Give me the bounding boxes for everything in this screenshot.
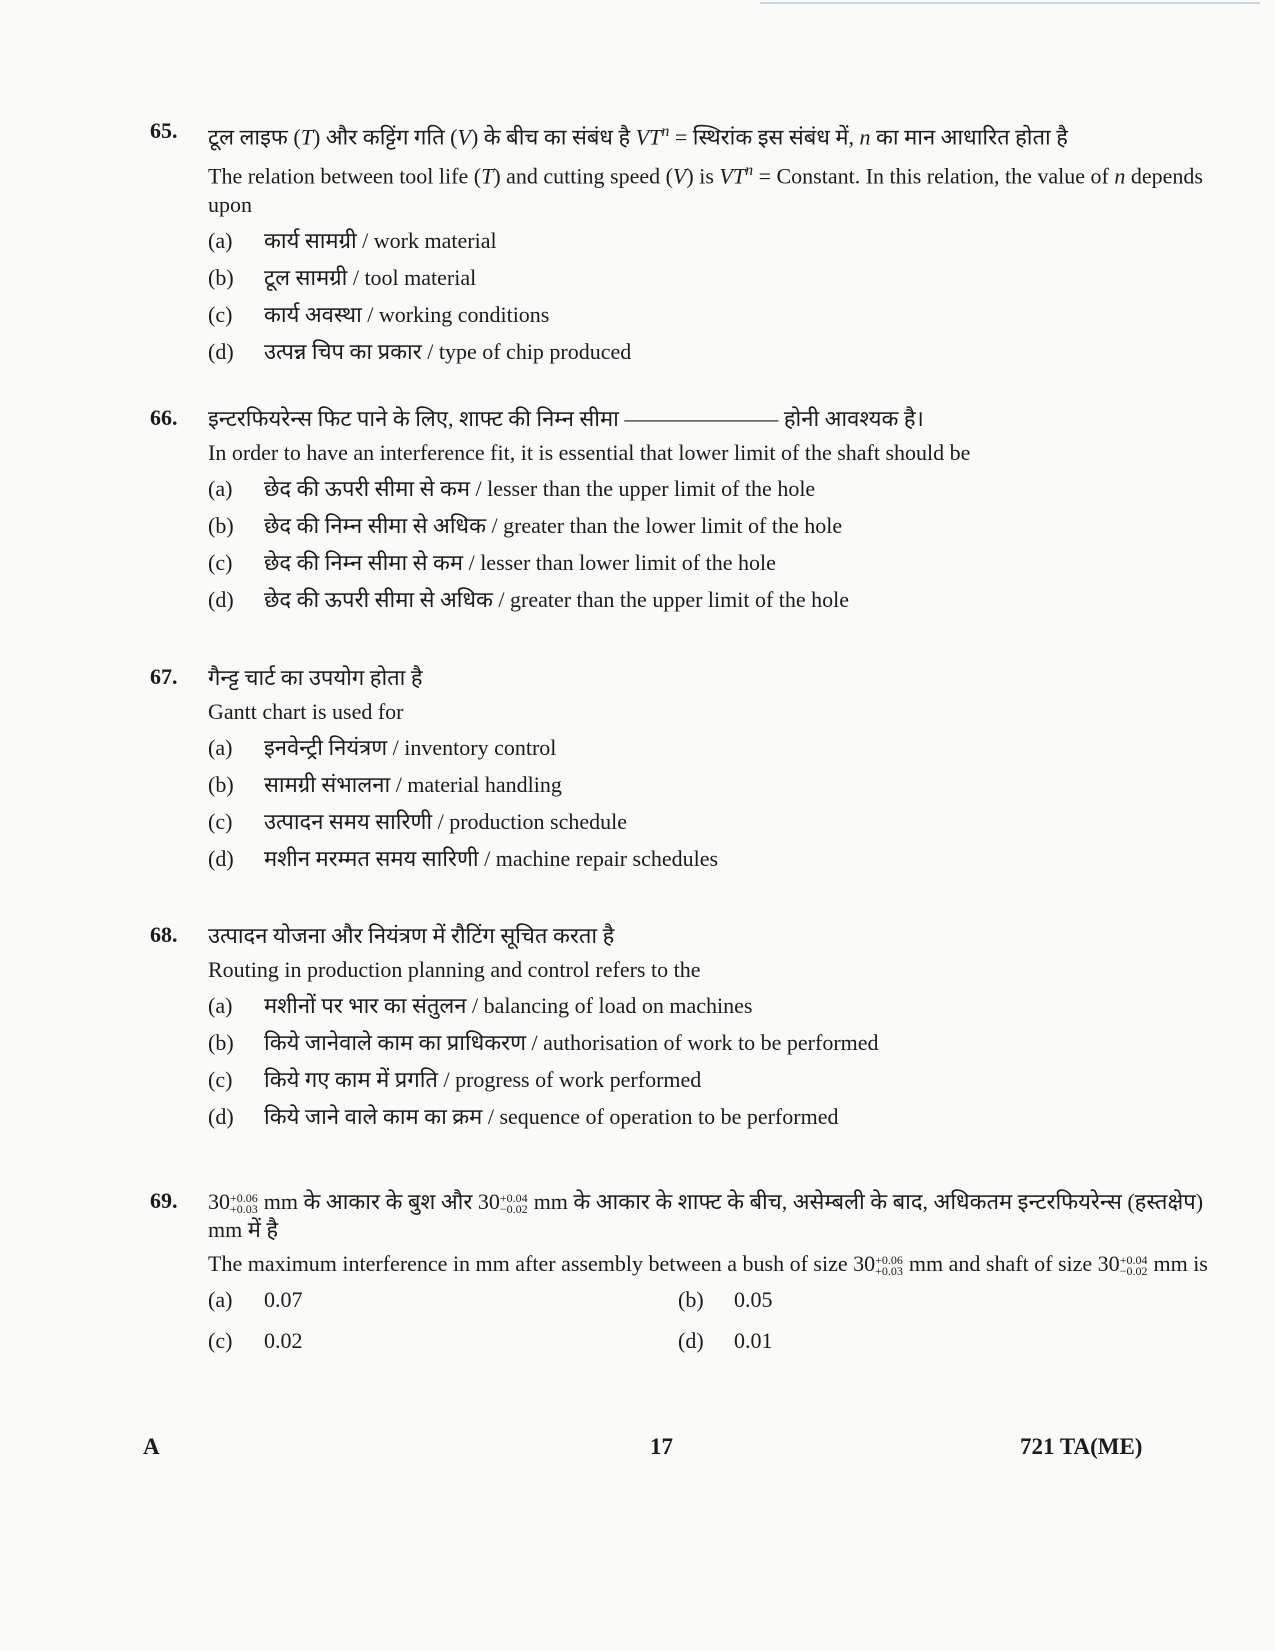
question-text-hindi (208, 664, 1210, 692)
option-text: टूल सामग्री / tool material (264, 264, 477, 290)
exponent: n (745, 162, 754, 180)
question-68 (150, 922, 1210, 1140)
option-text: कार्य अवस्था / working conditions (264, 301, 550, 327)
option-label: (d) (208, 587, 234, 612)
option-label: (b) (208, 513, 234, 538)
question-body (208, 1188, 1210, 1364)
option-text: सामग्री संभालना / material handling (264, 772, 562, 797)
option-label: (a) (208, 227, 233, 253)
option-c (208, 808, 1210, 836)
option-c (208, 549, 1210, 577)
text-segment: depends upon (208, 163, 1203, 217)
option-text: उत्पन्न चिप का प्रकार / type of chip produced (264, 338, 632, 364)
question-text-hindi (208, 1188, 1210, 1244)
option-d (678, 1327, 1078, 1355)
question-number: 65. (150, 118, 178, 143)
tolerance (1119, 1252, 1148, 1278)
option-c (208, 301, 1210, 329)
question-69 (150, 1188, 1210, 1364)
exponent: n (661, 123, 670, 140)
option-label: (d) (208, 1104, 234, 1129)
question-65 (150, 118, 1210, 375)
option-label: (c) (208, 809, 233, 834)
option-b (208, 264, 1210, 292)
options (208, 734, 1210, 873)
lower-deviation: +0.03 (230, 1201, 258, 1216)
text-segment: उत्पादन योजना और नियंत्रण में रौटिंग सूचित करता है (208, 923, 615, 948)
footer-set: A (143, 1434, 160, 1459)
option-label: (d) (678, 1328, 704, 1353)
option-label: (a) (208, 1287, 233, 1312)
option-text: उत्पादन समय सारिणी / production schedule (264, 809, 627, 834)
math-variable: VT (635, 124, 662, 150)
text-segment: इन्टरफियरेन्स फिट पाने के लिए, शाफ्ट की निम्न सीमा ——————— होनी आवश्यक है। (208, 406, 924, 431)
question-text-english (208, 157, 1210, 218)
question-number: 69. (150, 1188, 178, 1213)
upper-deviation: +0.06 (230, 1190, 258, 1205)
math-variable: VT (719, 163, 746, 189)
option-d (208, 845, 1210, 873)
option-text: छेद की निम्न सीमा से अधिक / greater than the lower limit of the hole (264, 513, 843, 538)
question-number: 66. (150, 405, 178, 430)
option-label: (c) (208, 1067, 233, 1092)
question-text-hindi (208, 405, 1210, 433)
lower-deviation: −0.02 (1119, 1263, 1148, 1278)
option-text: किये जाने वाले काम का क्रम / sequence of operation to be performed (264, 1104, 839, 1129)
question-number: 68. (150, 922, 178, 947)
question-67 (150, 664, 1210, 882)
text-segment: ) के बीच का संबंध है (470, 124, 636, 150)
options (208, 475, 1210, 614)
option-label: (d) (208, 338, 234, 364)
option-d (208, 338, 1210, 366)
options (208, 992, 1210, 1131)
text-segment: mm के आकार के बुश और 30 (263, 1189, 500, 1214)
upper-deviation: +0.04 (499, 1190, 528, 1205)
text-segment: टूल लाइफ ( (208, 124, 301, 150)
option-d (208, 1103, 1210, 1131)
option-label: (c) (208, 301, 233, 327)
option-c (208, 1066, 1210, 1094)
option-b (208, 771, 1210, 799)
text-segment: Gantt chart is used for (208, 699, 404, 724)
option-text: किये जानेवाले काम का प्राधिकरण / authorisation of work to be performed (264, 1030, 879, 1055)
option-label: (b) (208, 772, 234, 797)
text-segment: In order to have an interference fit, it is essential that lower limit of the shaft should be (208, 440, 971, 465)
question-text-hindi (208, 922, 1210, 950)
scan-edge-line (760, 2, 1260, 4)
upper-deviation: +0.04 (1119, 1252, 1148, 1267)
text-segment: का मान आधारित होता है (870, 124, 1068, 150)
text-segment: ) और कट्टिंग गति ( (312, 124, 458, 150)
option-text: इनवेन्ट्री नियंत्रण / inventory control (264, 735, 557, 760)
question-body (208, 118, 1210, 366)
text-segment: ) and cutting speed ( (493, 163, 673, 189)
question-66 (150, 405, 1210, 623)
option-d (208, 586, 1210, 614)
option-text: मशीन मरम्मत समय सारिणी / machine repair schedules (264, 846, 719, 871)
option-label: (a) (208, 735, 233, 760)
upper-deviation: +0.06 (875, 1252, 903, 1267)
option-text: छेद की निम्न सीमा से कम / lesser than lower limit of the hole (264, 550, 776, 575)
question-text-english (208, 439, 1210, 467)
question-body (208, 664, 1210, 873)
option-text: छेद की ऊपरी सीमा से कम / lesser than the upper limit of the hole (264, 476, 816, 501)
option-label: (a) (208, 476, 233, 501)
option-text: 0.05 (734, 1287, 773, 1312)
text-segment: = स्थिरांक इस संबंध में, (669, 124, 860, 150)
text-segment: mm is (1153, 1251, 1208, 1276)
tolerance (230, 1190, 258, 1216)
option-a (208, 992, 1210, 1020)
question-text-hindi (208, 118, 1210, 151)
option-b (208, 512, 1210, 540)
question-text-english (208, 698, 1210, 726)
text-segment: ) is (686, 163, 720, 189)
option-label: (b) (208, 1030, 234, 1055)
option-b (678, 1286, 1078, 1314)
option-text: 0.02 (264, 1328, 303, 1353)
options (208, 227, 1210, 366)
math-variable: T (300, 124, 313, 150)
option-label: (c) (208, 550, 233, 575)
text-segment: = Constant. In this relation, the value of (753, 163, 1115, 189)
text-segment: गैन्ट्ट चार्ट का उपयोग होता है (208, 665, 423, 690)
option-label: (b) (678, 1287, 704, 1312)
tolerance (499, 1190, 528, 1216)
option-a (208, 1286, 678, 1314)
option-b (208, 1029, 1210, 1057)
lower-deviation: +0.03 (875, 1263, 903, 1278)
question-body (208, 405, 1210, 614)
option-label: (b) (208, 264, 234, 290)
text-segment: Routing in production planning and control refers to the (208, 957, 701, 982)
option-a (208, 475, 1210, 503)
text-segment: mm and shaft of size 30 (908, 1251, 1120, 1276)
question-body (208, 922, 1210, 1131)
option-c (208, 1327, 678, 1355)
option-text: मशीनों पर भार का संतुलन / balancing of load on machines (264, 993, 753, 1018)
math-variable: n (1114, 163, 1126, 189)
lower-deviation: −0.02 (499, 1201, 528, 1216)
question-text-english (208, 956, 1210, 984)
question-text-english (208, 1250, 1210, 1278)
option-label: (c) (208, 1328, 233, 1353)
math-variable: n (859, 124, 871, 150)
option-label: (a) (208, 993, 233, 1018)
footer-paper-code: 721 TA(ME) (1020, 1434, 1143, 1459)
question-number: 67. (150, 664, 178, 689)
math-variable: T (481, 163, 494, 189)
option-a (208, 734, 1210, 762)
math-variable: V (457, 124, 471, 150)
text-segment: The maximum interference in mm after assembly between a bush of size 30 (208, 1251, 876, 1276)
text-segment: 30 (208, 1189, 230, 1214)
options (208, 1286, 1210, 1364)
footer-page-number: 17 (650, 1434, 673, 1459)
option-text: छेद की ऊपरी सीमा से अधिक / greater than the upper limit of the hole (264, 587, 850, 612)
option-text: 0.01 (734, 1328, 773, 1353)
option-text: कार्य सामग्री / work material (264, 227, 497, 253)
option-label: (d) (208, 846, 234, 871)
text-segment: The relation between tool life ( (208, 163, 482, 189)
tolerance (875, 1252, 903, 1278)
option-text: किये गए काम में प्रगति / progress of work performed (264, 1067, 702, 1092)
option-a (208, 227, 1210, 255)
text-segment: mm के आकार के शाफ्ट के बीच, असेम्बली के बाद, अधिकतम इन्टरफियरेन्स (हस्तक्षेप) mm में है (208, 1189, 1204, 1242)
math-variable: V (672, 163, 687, 189)
option-text: 0.07 (264, 1287, 303, 1312)
